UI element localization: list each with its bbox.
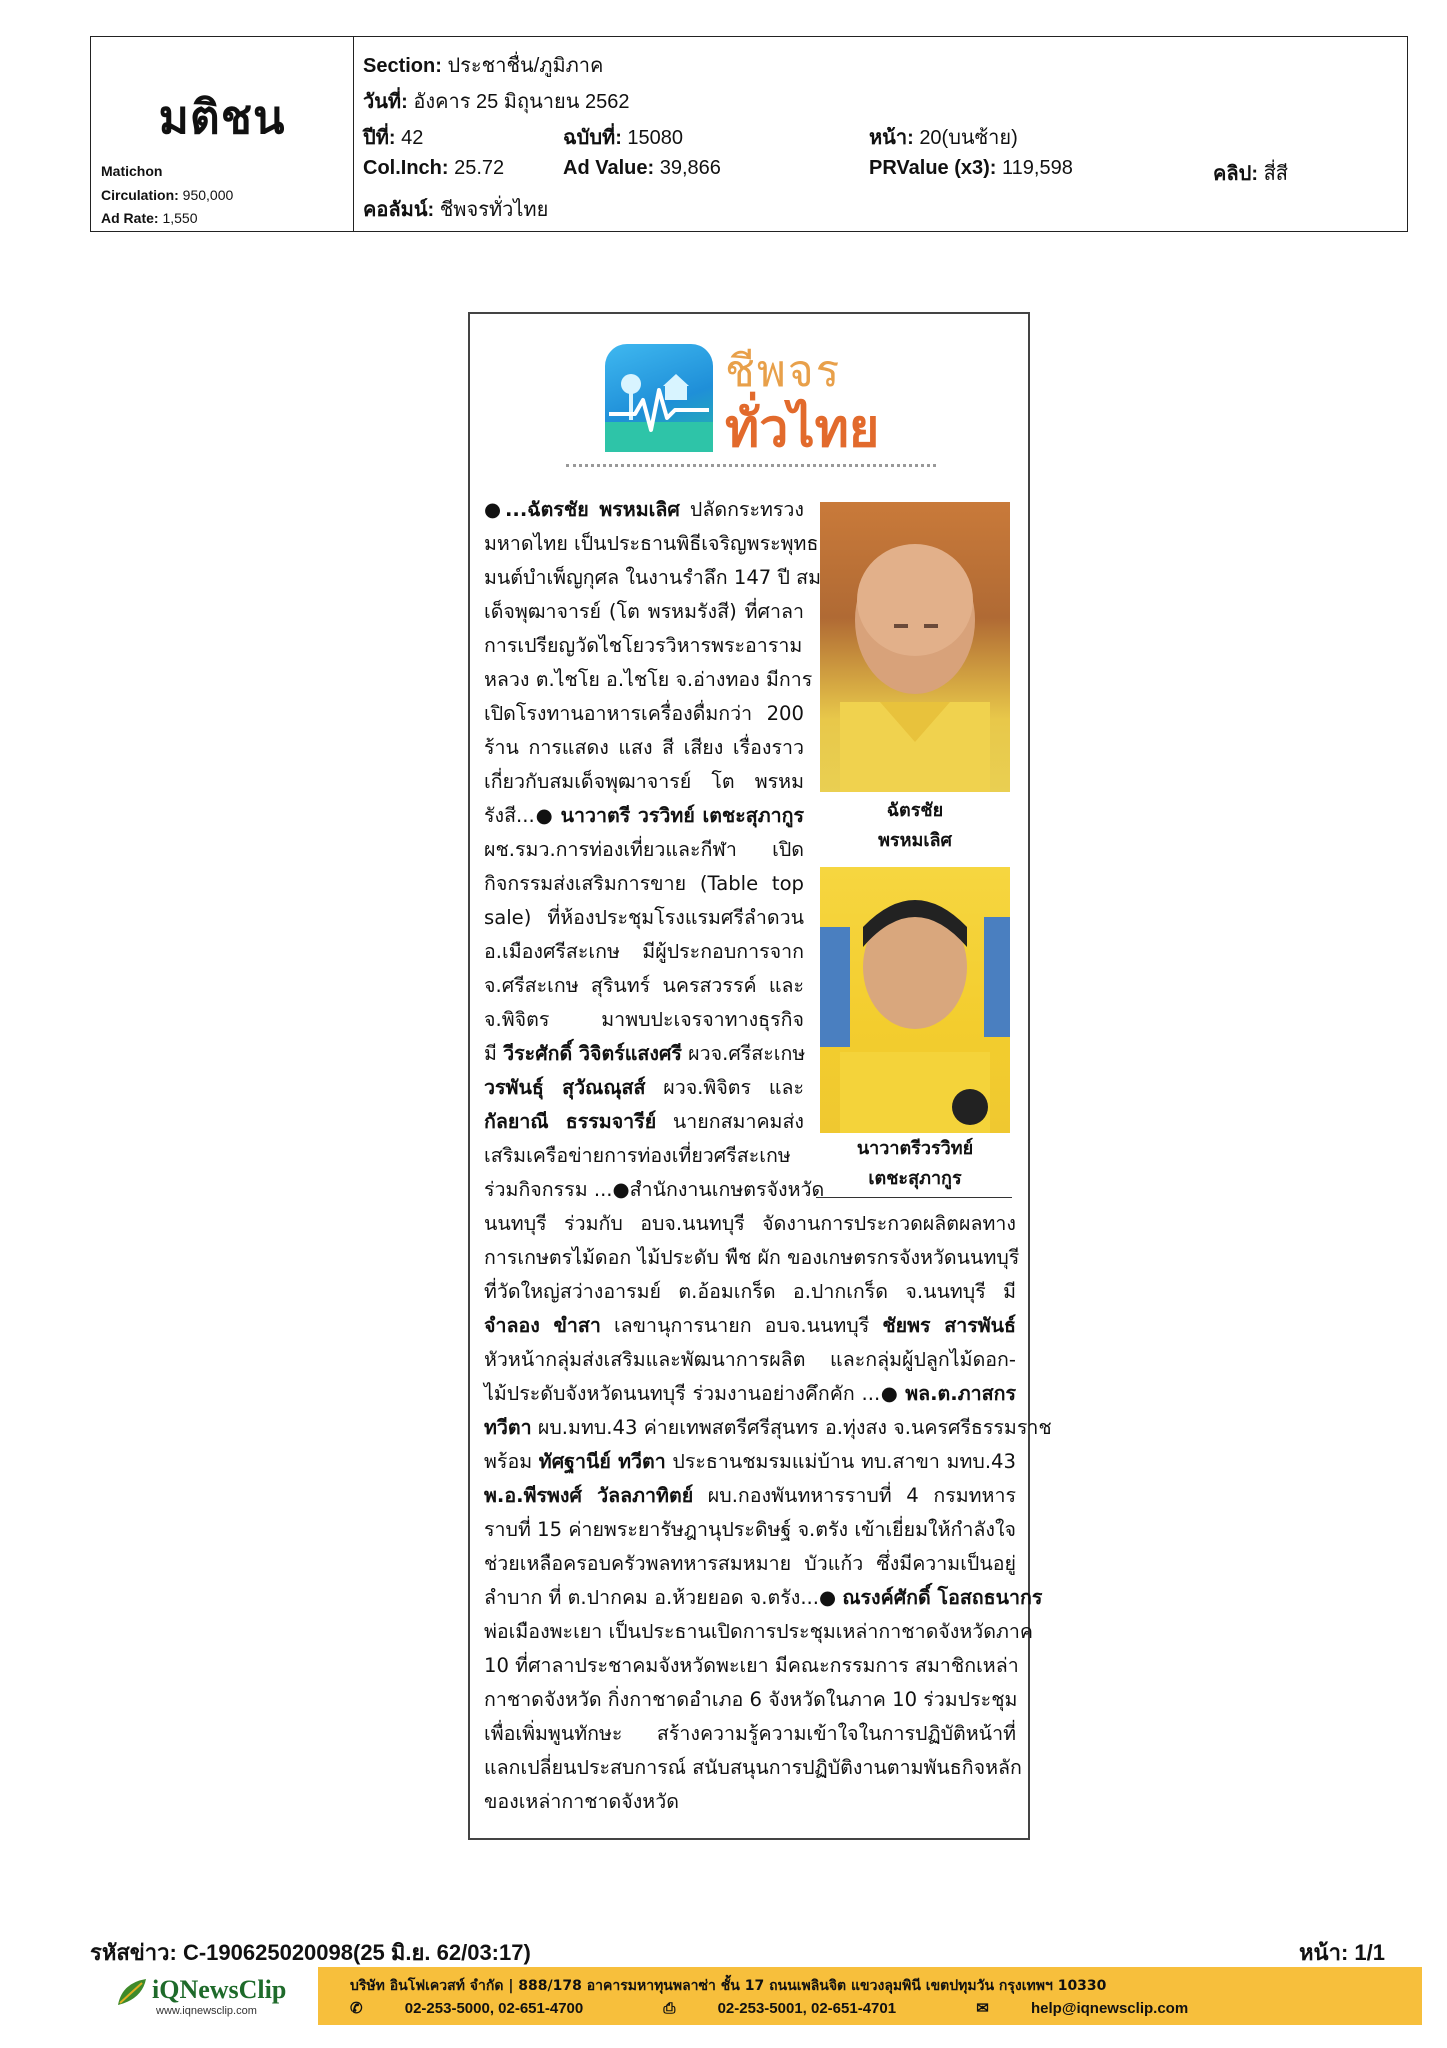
body-line: การเกษตรไม้ดอก ไม้ประดับ พืช ผัก ของเกษตรกรจังหวัดนนทบุรี <box>484 1246 1020 1269</box>
clipping-meta <box>363 37 1407 231</box>
body-line: พ่อเมืองพะเยา เป็นประธานเปิดการประชุมเหล่ากาชาดจังหวัดภาค <box>484 1620 1034 1643</box>
caption1-line2: พรหมเลิศ <box>878 830 952 851</box>
body-line: เด็จพุฒาจารย์ (โต พรหมรังสี) ที่ศาลา <box>484 600 804 623</box>
email-icon: ✉ <box>976 2000 989 2017</box>
colinch-value: 25.72 <box>454 157 505 179</box>
caption1-line1: ฉัตรชัย <box>886 800 944 821</box>
body-line: ร้าน การแสดง แสง สี เสียง เรื่องราว <box>484 736 804 759</box>
article-clipping <box>468 312 1052 1840</box>
contact-bar <box>318 1967 1422 2025</box>
date-value: อังคาร 25 มิถุนายน 2562 <box>413 91 630 113</box>
iqnewsclip-logo <box>116 1975 287 2017</box>
body-line: การเปรียญวัดไชโยวรวิหารพระอาราม <box>484 634 803 657</box>
body-line: พ.อ.พีรพงศ์ วัลลภาทิตย์ ผบ.กองพันทหารราบที่ 4 กรมทหาร <box>484 1484 1016 1507</box>
fax-numbers: 02-253-5001, 02-651-4701 <box>717 2000 897 2017</box>
fax-icon: ⎙ <box>663 2000 676 2017</box>
body-line: กัลยาณี ธรรมจารีย์ นายกสมาคมส่ง <box>484 1110 804 1133</box>
advalue-label: Ad Value: <box>563 157 655 179</box>
caption2-line2: เตชะสุภากูร <box>868 1168 962 1189</box>
company-address: บริษัท อินโฟเควสท์ จำกัด | 888/178 อาคารมหาทุนพลาซ่า ชั้น 17 ถนนเพลินจิต แขวงลุมพินี เขตปทุมวัน กรุงเทพฯ 10330 <box>350 1978 1107 1994</box>
body-line: เสริมเครือข่ายการท่องเที่ยวศรีสะเกษ <box>484 1144 791 1167</box>
column-label: คอลัมน์: <box>363 199 435 221</box>
pulse-icon <box>605 344 713 452</box>
clip-label: คลิป: <box>1213 163 1258 185</box>
page-value: 20(บนซ้าย) <box>919 127 1018 149</box>
matichon-logo: มติชน <box>158 90 286 144</box>
section-value: ประชาชื่น/ภูมิภาค <box>447 55 604 77</box>
body-line: จ.พิจิตร มาพบปะเจรจาทางธุรกิจ <box>484 1008 804 1031</box>
caption-rule <box>816 1197 1012 1198</box>
body-line: มนต์บำเพ็ญกุศล ในงานรำลึก 147 ปี สม <box>484 566 822 589</box>
body-line: กาชาดจังหวัด กิ่งกาชาดอำเภอ 6 จังหวัดในภาค 10 ร่วมประชุม <box>484 1688 1018 1711</box>
phone-numbers: 02-253-5000, 02-651-4700 <box>404 2000 584 2017</box>
body-line: วรพันธุ์ สุวัณณุสส์ ผวจ.พิจิตร และ <box>484 1076 804 1099</box>
page-indicator <box>1299 1935 1385 1970</box>
caption2-line1: นาวาตรีวรวิทย์ <box>856 1138 974 1159</box>
body-line: 10 ที่ศาลาประชาคมจังหวัดพะเยา มีคณะกรรมการ สมาชิกเหล่า <box>484 1654 1019 1677</box>
photo-worawit <box>820 867 1010 1133</box>
publication-panel <box>91 37 354 231</box>
leaf-icon <box>116 1977 150 2007</box>
page-label: หน้า: <box>869 127 914 149</box>
column-value: ชีพจรทั่วไทย <box>439 199 549 221</box>
body-line: จ.ศรีสะเกษ สุรินทร์ นครสวรรค์ และ <box>484 974 804 997</box>
body-line: ร่วมกิจกรรม ...●สำนักงานเกษตรจังหวัด <box>484 1178 825 1201</box>
body-line: มี วีระศักดิ์ วิจิตร์แสงศรี ผวจ.ศรีสะเกษ <box>484 1042 806 1065</box>
body-line: ช่วยเหลือครอบครัวพลทหารสมหมาย บัวแก้ว ซึ่งมีความเป็นอยู่ <box>484 1552 1016 1575</box>
body-line: หัวหน้ากลุ่มส่งเสริมและพัฒนาการผลิต และกลุ่มผู้ปลูกไม้ดอก- <box>484 1348 1016 1371</box>
body-line: ●...ฉัตรชัย พรหมเลิศ ปลัดกระทรวง <box>484 498 804 521</box>
phone-icon: ✆ <box>350 2000 363 2017</box>
email-address: help@iqnewsclip.com <box>1031 2000 1189 2017</box>
title-divider <box>566 464 936 467</box>
body-line: ไม้ประดับจังหวัดนนทบุรี ร่วมงานอย่างคึกคัก ...● พล.ต.ภาสกร <box>484 1382 1016 1405</box>
adrate-value: 1,550 <box>162 210 198 226</box>
body-line: เพื่อเพิ่มพูนทักษะ สร้างความรู้ความเข้าใจในการปฏิบัติหน้าที่ <box>484 1722 1016 1745</box>
body-line: กิจกรรมส่งเสริมการขาย (Table top <box>484 872 804 895</box>
body-line: อ.เมืองศรีสะเกษ มีผู้ประกอบการจาก <box>484 940 804 963</box>
issue-value: 15080 <box>627 127 684 149</box>
body-line: ราบที่ 15 ค่ายพระยารัษฎานุประดิษฐ์ จ.ตรัง เข้าเยี่ยมให้กำลังใจ <box>484 1518 1016 1541</box>
body-line: แลกเปลี่ยนประสบการณ์ สนับสนุนการปฏิบัติงานตามพันธกิจหลัก <box>484 1756 1022 1779</box>
brand-url: www.iqnewsclip.com <box>156 2005 257 2017</box>
body-line: ของเหล่ากาชาดจังหวัด <box>484 1790 679 1813</box>
column-title-line2: ทั่วไทย <box>725 399 880 459</box>
body-line: เปิดโรงทานอาหารเครื่องดื่มกว่า 200 <box>484 702 804 725</box>
circulation-label: Circulation: <box>101 187 179 203</box>
news-code-label: รหัสข่าว: <box>90 1940 177 1965</box>
body-line: พร้อม ทัศฐานีย์ ทวีตา ประธานชมรมแม่บ้าน ทบ.สาขา มทบ.43 <box>484 1450 1016 1473</box>
adrate-label: Ad Rate: <box>101 210 159 226</box>
year-value: 42 <box>401 127 424 149</box>
advalue-value: 39,866 <box>659 157 721 179</box>
circulation-value: 950,000 <box>182 187 234 203</box>
page-indicator-value: 1/1 <box>1354 1940 1385 1965</box>
news-code <box>90 1935 531 1970</box>
news-code-value: C-190625020098(25 มิ.ย. 62/03:17) <box>182 1940 531 1965</box>
page-indicator-label: หน้า: <box>1299 1940 1349 1965</box>
body-line: ผช.รมว.การท่องเที่ยวและกีฬา เปิด <box>484 838 804 861</box>
portrait-photo-icon <box>820 502 1010 792</box>
body-line: ที่วัดใหญ่สว่างอารมย์ ต.อ้อมเกร็ด อ.ปากเกร็ด จ.นนทบุรี มี <box>484 1280 1016 1303</box>
clip-value: สี่สี <box>1263 163 1288 185</box>
section-label: Section: <box>363 55 442 77</box>
issue-label: ฉบับที่: <box>563 127 622 149</box>
portrait-photo-icon <box>820 867 1010 1133</box>
body-line: sale) ที่ห้องประชุมโรงแรมศรีลำดวน <box>484 906 804 929</box>
column-title-line1: ชีพจร <box>725 346 842 397</box>
brand-name: iQNewsClip <box>152 1975 287 2004</box>
body-line: นนทบุรี ร่วมกับ อบจ.นนทบุรี จัดงานการประกวดผลิตผลทาง <box>484 1212 1016 1235</box>
publication-name: Matichon <box>101 163 163 179</box>
pulse-app-icon <box>605 344 713 452</box>
body-line: เกี่ยวกับสมเด็จพุฒาจารย์ โต พรหม <box>484 770 804 793</box>
colinch-label: Col.Inch: <box>363 157 449 179</box>
prvalue-value: 119,598 <box>1002 157 1073 179</box>
body-line: รังสี...● นาวาตรี วรวิทย์ เตชะสุภากูร <box>484 804 805 827</box>
photo-chatchai <box>820 502 1010 792</box>
body-line: ทวีตา ผบ.มทบ.43 ค่ายเทพสตรีศรีสุนทร อ.ทุ่งสง จ.นครศรีธรรมราช <box>484 1416 1052 1439</box>
body-line: ลำบาก ที่ ต.ปากคม อ.ห้วยยอด จ.ตรัง...● ณรงค์ศักดิ์ โอสถธนากร <box>484 1586 1043 1609</box>
body-line: หลวง ต.ไชโย อ.ไชโย จ.อ่างทอง มีการ <box>484 668 813 691</box>
year-label: ปีที่: <box>363 127 396 149</box>
body-line: จำลอง ขำสา เลขานุการนายก อบจ.นนทบุรี ชัยพร สารพันธ์ <box>484 1314 1016 1337</box>
clipping-header <box>90 36 1408 232</box>
body-line: มหาดไทย เป็นประธานพิธีเจริญพระพุทธ <box>484 532 819 555</box>
date-label: วันที่: <box>363 91 408 113</box>
prvalue-label: PRValue (x3): <box>869 157 997 179</box>
